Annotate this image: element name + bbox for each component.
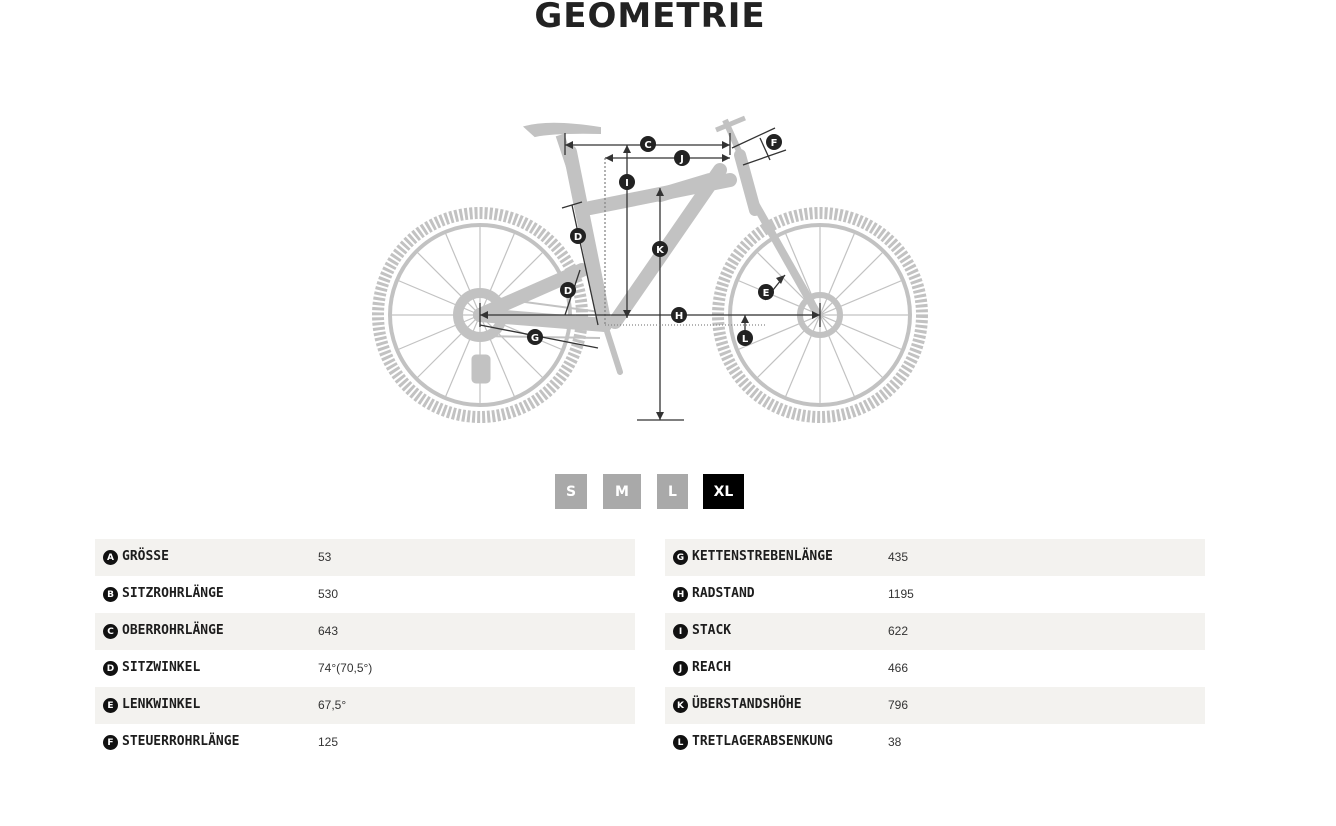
geometry-row-chainstay-length <box>665 539 1205 576</box>
badge-b: B <box>103 587 118 602</box>
geometry-value: 622 <box>888 624 909 638</box>
marker-d <box>560 282 576 298</box>
badge-j: J <box>673 661 688 676</box>
geometry-row-seat-angle <box>95 650 635 687</box>
svg-text:E: E <box>762 288 770 299</box>
marker-g <box>527 329 543 345</box>
marker-k <box>652 241 668 257</box>
svg-text:G: G <box>530 333 540 344</box>
geometry-row-size <box>95 539 635 576</box>
geometry-value: 435 <box>888 550 909 564</box>
geometry-table-right <box>665 539 1205 761</box>
badge-a: A <box>103 550 118 565</box>
geometry-value: 530 <box>318 587 339 601</box>
size-button-m[interactable]: M <box>603 474 641 509</box>
geometry-row-head-angle <box>95 687 635 724</box>
badge-c: C <box>103 624 118 639</box>
marker-c <box>640 136 656 152</box>
badge-g: G <box>673 550 688 565</box>
geometry-value: 643 <box>318 624 339 638</box>
marker-b <box>570 228 586 244</box>
svg-text:C: C <box>644 140 652 151</box>
svg-text:K: K <box>656 245 664 256</box>
svg-text:J: J <box>680 154 684 165</box>
badge-d: D <box>103 661 118 676</box>
geometry-table-left <box>95 539 635 761</box>
badge-h: H <box>673 587 688 602</box>
geometry-row-standover-height <box>665 687 1205 724</box>
marker-h <box>671 307 687 323</box>
bike-geometry-diagram <box>360 100 940 435</box>
geometry-row-wheelbase <box>665 576 1205 613</box>
svg-text:D: D <box>563 286 573 297</box>
geometry-row-reach <box>665 650 1205 687</box>
svg-text:I: I <box>625 178 629 189</box>
svg-text:L: L <box>741 334 749 345</box>
svg-text:D: D <box>573 232 583 243</box>
geometry-label: STEUERROHRLÄNGE <box>122 734 240 749</box>
geometry-row-bb-drop <box>665 724 1205 761</box>
geometry-row-stack <box>665 613 1205 650</box>
geometry-row-top-tube-length <box>95 613 635 650</box>
geometry-label: OBERROHRLÄNGE <box>122 623 224 638</box>
geometry-label: SITZROHRLÄNGE <box>122 586 224 601</box>
page-title: GEOMETRIE <box>534 0 766 36</box>
geometry-value: 53 <box>318 550 332 564</box>
badge-e: E <box>103 698 118 713</box>
bike-illustration <box>378 118 922 417</box>
marker-f <box>766 134 782 150</box>
geometry-value: 796 <box>888 698 909 712</box>
badge-k: K <box>673 698 688 713</box>
geometry-value: 125 <box>318 735 339 749</box>
geometry-value: 38 <box>888 735 902 749</box>
geometry-label: RADSTAND <box>692 586 755 601</box>
geometry-label: TRETLAGERABSENKUNG <box>692 734 833 749</box>
marker-j <box>674 150 690 166</box>
geometry-label: ÜBERSTANDSHÖHE <box>692 697 802 712</box>
badge-f: F <box>103 735 118 750</box>
geometry-row-seat-tube-length <box>95 576 635 613</box>
badge-l: L <box>673 735 688 750</box>
size-button-s[interactable]: S <box>555 474 587 509</box>
geometry-row-head-tube-length <box>95 724 635 761</box>
geometry-value: 74°(70,5°) <box>318 661 373 675</box>
geometry-label: LENKWINKEL <box>122 697 201 712</box>
geometry-value: 466 <box>888 661 909 675</box>
marker-i <box>619 174 635 190</box>
geometry-label: SITZWINKEL <box>122 660 201 675</box>
size-button-l[interactable]: L <box>657 474 688 509</box>
geometry-label: GRÖSSE <box>122 549 169 564</box>
marker-e <box>758 284 774 300</box>
svg-text:F: F <box>770 138 778 149</box>
geometry-label: KETTENSTREBENLÄNGE <box>692 549 833 564</box>
marker-l <box>737 330 753 346</box>
geometry-value: 67,5° <box>318 698 347 712</box>
geometry-label: STACK <box>692 623 732 638</box>
geometry-label: REACH <box>692 660 732 675</box>
badge-i: I <box>673 624 688 639</box>
svg-text:H: H <box>674 311 684 322</box>
geometry-value: 1195 <box>888 587 914 601</box>
size-button-xl[interactable]: XL <box>703 474 744 509</box>
